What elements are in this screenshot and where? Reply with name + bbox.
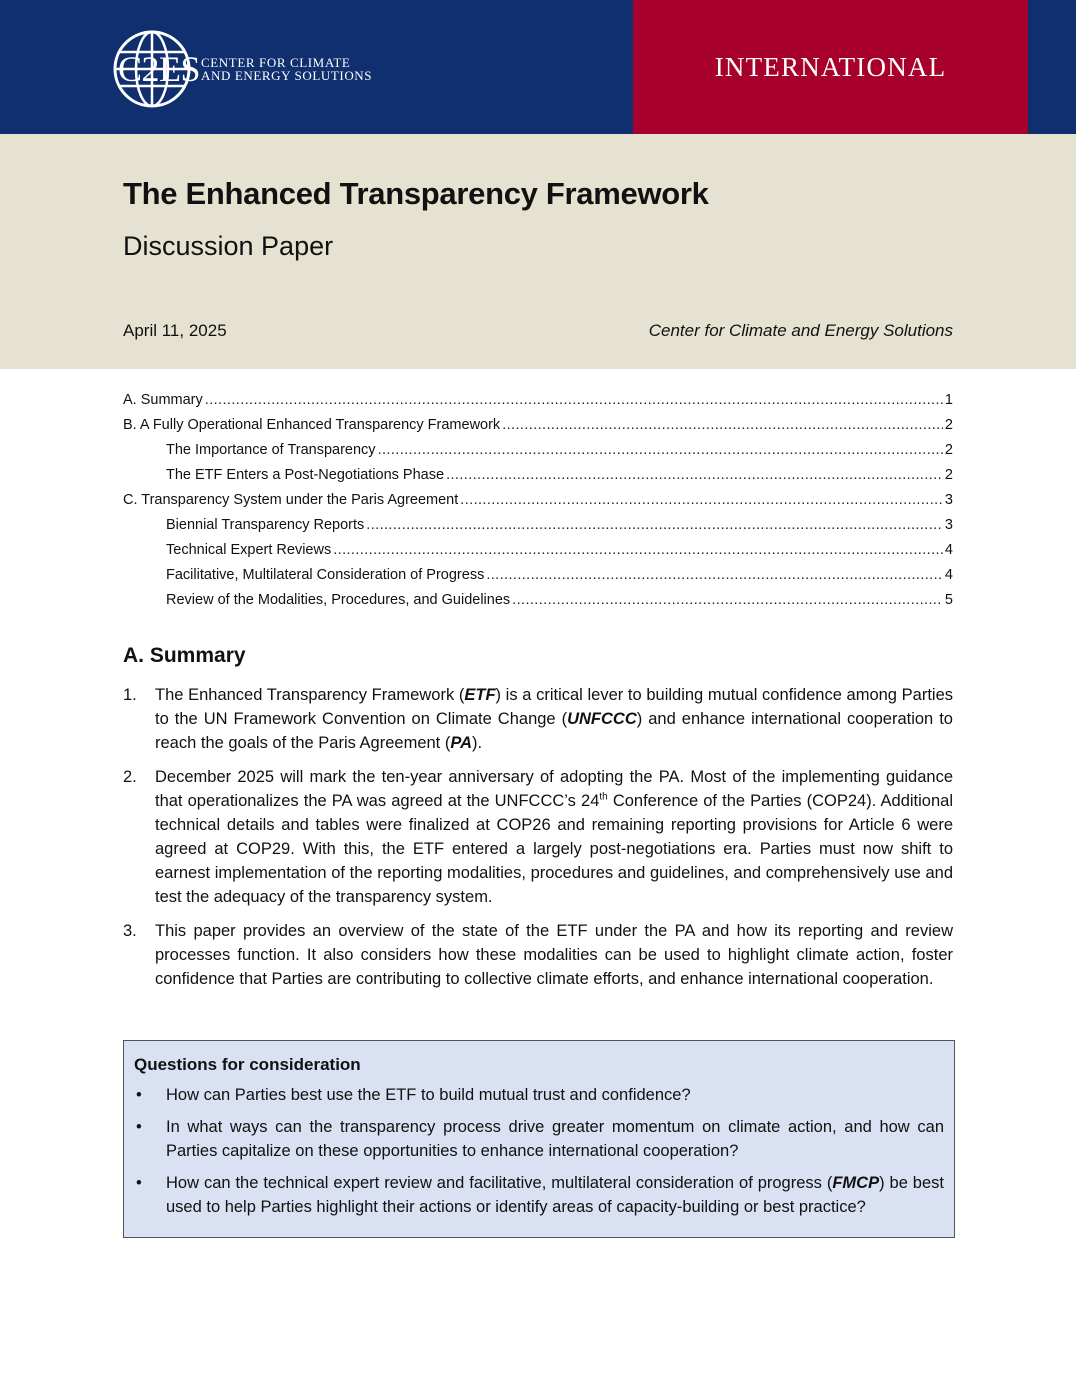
questions-box xyxy=(123,1040,955,1238)
paragraph-number: 3. xyxy=(123,922,137,940)
document-date: April 11, 2025 xyxy=(123,321,227,340)
numbered-paragraph xyxy=(123,919,953,991)
bullet-icon: • xyxy=(136,1174,142,1192)
toc-entry[interactable] xyxy=(123,592,953,617)
paragraph-number: 2. xyxy=(123,768,137,786)
question-text: In what ways can the transparency process drive greater momentum on climate action, and how can Parties capitalize on these opportunities to enhance international cooperation? xyxy=(166,1118,944,1160)
toc-page: 2 xyxy=(944,467,953,483)
toc-entry[interactable] xyxy=(123,442,953,467)
toc-leader xyxy=(502,417,943,433)
acronym: FMCP xyxy=(832,1174,880,1192)
document-title: The Enhanced Transparency Framework xyxy=(123,176,709,211)
summary-paragraphs xyxy=(123,683,953,1001)
toc-label: The Importance of Transparency xyxy=(166,442,376,458)
toc-entry[interactable] xyxy=(123,517,953,542)
section-heading: A. Summary xyxy=(123,644,246,667)
toc-leader xyxy=(486,567,943,583)
toc-leader xyxy=(333,542,943,558)
toc-entry[interactable] xyxy=(123,492,953,517)
text-run: ) is a critical lever to building mutual confidence among Parties to the UN Framework Convention on Climate Change ( xyxy=(155,686,953,728)
toc-page: 4 xyxy=(944,567,953,583)
questions-title: Questions for consideration xyxy=(134,1055,361,1074)
text-run: Conference of the Parties (COP24). Additional technical details and tables were finalized at COP26 and remaining reporting provisions for Article 6 were agreed at COP29. With this, the ETF entered a largely post-negotiations era. Parties must now shift to earnest implementation of the reporting modalities, procedures and guidelines, and comprehensively use and test the adequacy of the transparency system. xyxy=(155,792,953,906)
acronym: UNFCCC xyxy=(567,710,637,728)
paragraph-number: 1. xyxy=(123,686,137,704)
text-run: ) and enhance international cooperation to reach the goals of the Paris Agreement ( xyxy=(155,710,953,752)
header-band xyxy=(0,0,1076,134)
toc-label: Technical Expert Reviews xyxy=(166,542,332,558)
toc-page: 2 xyxy=(944,417,953,433)
text-run: How can the technical expert review and facilitative, multilateral consideration of progress ( xyxy=(166,1174,833,1192)
question-text xyxy=(166,1171,944,1219)
toc-entry[interactable] xyxy=(123,392,953,417)
toc-label: B. A Fully Operational Enhanced Transparency Framework xyxy=(123,417,501,433)
ordinal-superscript: th xyxy=(599,791,608,803)
acronym: ETF xyxy=(464,686,496,704)
text-run: ). xyxy=(472,734,483,752)
question-item xyxy=(134,1115,944,1163)
toc-leader xyxy=(446,467,943,483)
toc-page: 3 xyxy=(944,492,953,508)
category-label: INTERNATIONAL xyxy=(714,52,947,82)
document-organization: Center for Climate and Energy Solutions xyxy=(648,321,953,340)
acronym: PA xyxy=(450,734,473,752)
toc-leader xyxy=(460,492,943,508)
question-item xyxy=(134,1171,944,1219)
toc-label: The ETF Enters a Post-Negotiations Phase xyxy=(166,467,445,483)
toc-label: A. Summary xyxy=(123,392,203,408)
toc-label: Review of the Modalities, Procedures, and Guidelines xyxy=(166,592,511,608)
table-of-contents xyxy=(123,392,953,617)
logo-subtitle-line2: AND ENERGY SOLUTIONS xyxy=(201,68,373,83)
toc-page: 2 xyxy=(944,442,953,458)
text-run: December 2025 will mark the ten-year anniversary of adopting the PA. Most of the implementing guidance that operationalizes the PA was agreed at the UNFCCC’s 24 xyxy=(155,768,953,810)
toc-leader xyxy=(378,442,943,458)
text-run: ) be best used to help Parties highlight their actions or identify areas of capacity-building or best practice? xyxy=(166,1174,944,1216)
bullet-icon: • xyxy=(136,1118,142,1136)
toc-entry[interactable] xyxy=(123,467,953,492)
logo-subtitle xyxy=(201,56,372,82)
toc-page: 1 xyxy=(944,392,953,408)
text-run: The Enhanced Transparency Framework ( xyxy=(155,686,465,704)
toc-leader xyxy=(512,592,943,608)
paragraph-text xyxy=(155,683,953,755)
toc-label: Biennial Transparency Reports xyxy=(166,517,365,533)
paragraph-text: This paper provides an overview of the state of the ETF under the PA and how its reporting and review processes function. It also considers how these modalities can be used to highlight climate action, foster confidence that Parties are contributing to collective climate efforts, and enhance international cooperation. xyxy=(155,922,953,988)
question-text: How can Parties best use the ETF to build mutual trust and confidence? xyxy=(166,1086,691,1104)
toc-leader xyxy=(205,392,943,408)
document-subtitle: Discussion Paper xyxy=(123,231,334,261)
category-banner xyxy=(633,0,1028,134)
toc-label: Facilitative, Multilateral Consideration of Progress xyxy=(166,567,485,583)
toc-label: C. Transparency System under the Paris Agreement xyxy=(123,492,459,508)
toc-entry[interactable] xyxy=(123,567,953,592)
question-item xyxy=(134,1083,944,1107)
toc-page: 3 xyxy=(944,517,953,533)
toc-leader xyxy=(366,517,943,533)
bullet-icon: • xyxy=(136,1086,142,1104)
toc-page: 5 xyxy=(944,592,953,608)
numbered-paragraph xyxy=(123,765,953,909)
paragraph-text xyxy=(155,765,953,909)
toc-page: 4 xyxy=(944,542,953,558)
toc-entry[interactable] xyxy=(123,542,953,567)
toc-entry[interactable] xyxy=(123,417,953,442)
numbered-paragraph xyxy=(123,683,953,755)
logo-wordmark: C2ES xyxy=(118,49,201,89)
logo-subtitle-line1: CENTER FOR CLIMATE xyxy=(201,55,351,70)
